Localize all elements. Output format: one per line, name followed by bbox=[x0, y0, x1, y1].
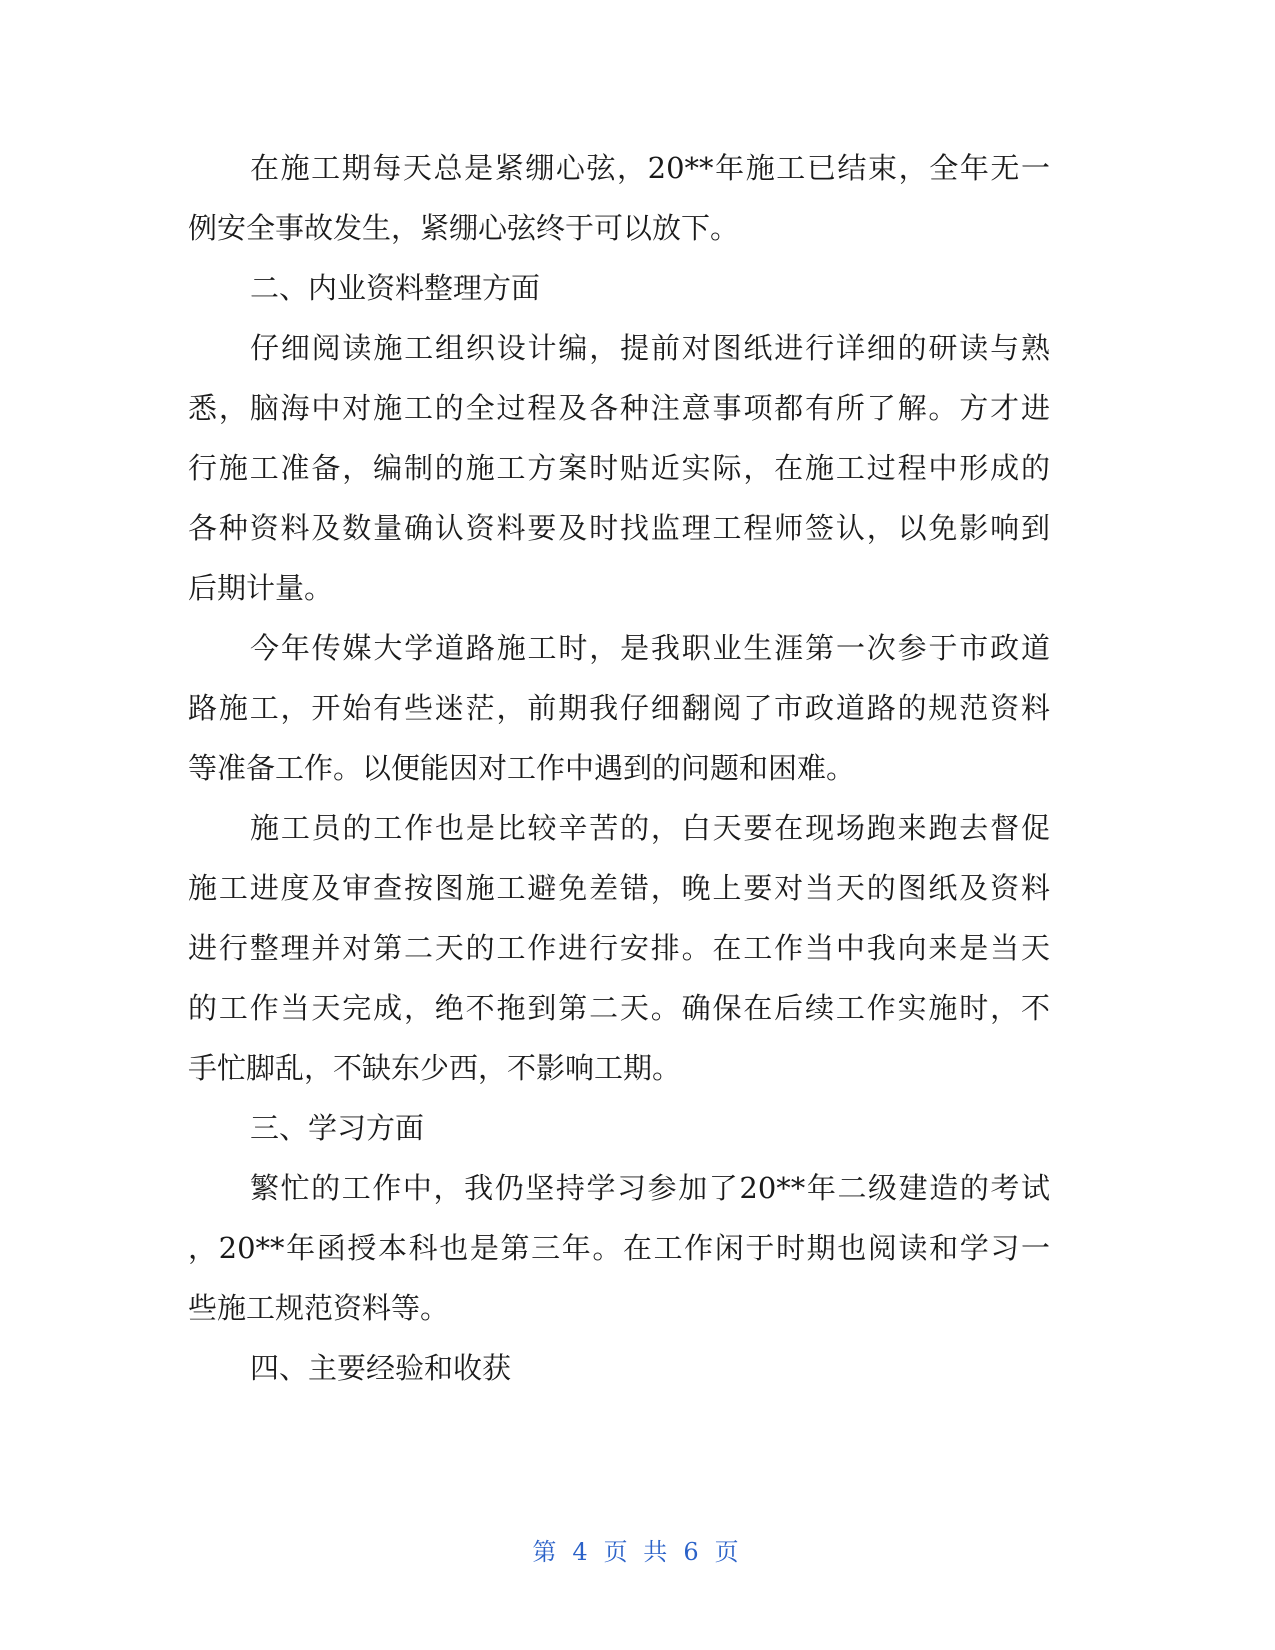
text-line-7: 各种资料及数量确认资料要及时找监理工程师签认，以免影响到 bbox=[188, 511, 1050, 545]
page-footer bbox=[0, 1532, 1275, 1567]
text-line-2: 例安全事故发生，紧绷心弦终于可以放下。 bbox=[188, 211, 740, 245]
document-body bbox=[188, 138, 1050, 1398]
text-line-18: 繁忙的工作中，我仍坚持学习参加了20**年二级建造的考试 bbox=[250, 1171, 1050, 1205]
text-line-12: 施工员的工作也是比较辛苦的，白天要在现场跑来跑去督促 bbox=[250, 811, 1050, 845]
text-line-9: 今年传媒大学道路施工时，是我职业生涯第一次参于市政道 bbox=[250, 631, 1050, 665]
text-line-6: 行施工准备，编制的施工方案时贴近实际，在施工过程中形成的 bbox=[188, 451, 1050, 485]
text-line-11: 等准备工作。以便能因对工作中遇到的问题和困难。 bbox=[188, 751, 856, 785]
text-line-20: 些施工规范资料等。 bbox=[188, 1291, 450, 1325]
section-heading-3: 三、学习方面 bbox=[250, 1111, 425, 1145]
text-line-19: ，20**年函授本科也是第三年。在工作闲于时期也阅读和学习一 bbox=[188, 1231, 1050, 1265]
text-line-5: 悉，脑海中对施工的全过程及各种注意事项都有所了解。方才进 bbox=[188, 391, 1050, 425]
footer-middle: 页 共 bbox=[603, 1538, 672, 1566]
footer-suffix: 页 bbox=[714, 1538, 743, 1566]
text-line-8: 后期计量。 bbox=[188, 571, 334, 605]
footer-page-number: 4 bbox=[572, 1538, 592, 1566]
footer-prefix: 第 bbox=[532, 1538, 561, 1566]
text-line-16: 手忙脚乱，不缺东少西，不影响工期。 bbox=[188, 1051, 682, 1085]
text-line-4: 仔细阅读施工组织设计编，提前对图纸进行详细的研读与熟 bbox=[250, 331, 1050, 365]
section-heading-2: 二、内业资料整理方面 bbox=[250, 271, 541, 305]
footer-total-pages: 6 bbox=[683, 1538, 703, 1566]
text-line-15: 的工作当天完成，绝不拖到第二天。确保在后续工作实施时，不 bbox=[188, 991, 1050, 1025]
text-line-13: 施工进度及审查按图施工避免差错，晚上要对当天的图纸及资料 bbox=[188, 871, 1050, 905]
text-line-10: 路施工，开始有些迷茫，前期我仔细翻阅了市政道路的规范资料 bbox=[188, 691, 1050, 725]
section-heading-4: 四、主要经验和收获 bbox=[250, 1351, 512, 1385]
text-line-14: 进行整理并对第二天的工作进行安排。在工作当中我向来是当天 bbox=[188, 931, 1050, 965]
text-line-1: 在施工期每天总是紧绷心弦，20**年施工已结束，全年无一 bbox=[250, 151, 1050, 185]
